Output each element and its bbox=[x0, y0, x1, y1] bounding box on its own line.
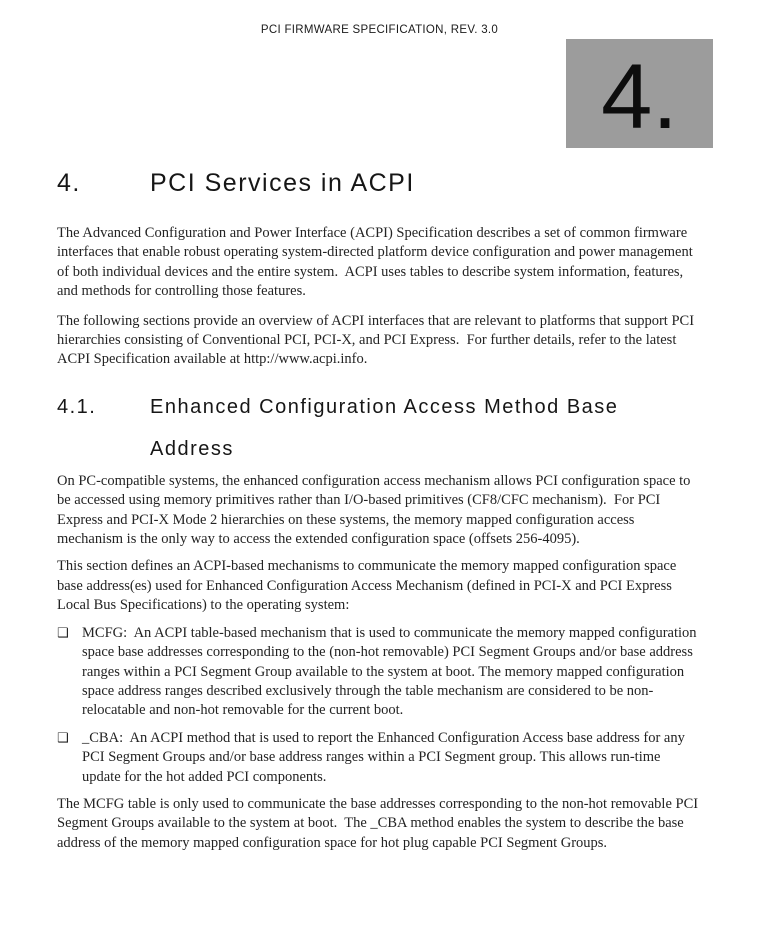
list-item bbox=[57, 624, 702, 721]
chapter-tab-number: 4. bbox=[601, 45, 678, 148]
chapter-paragraph-1: The Advanced Configuration and Power Interface (ACPI) Specification describes a set of common firmware interfaces that enable robust operating system-directed platform device configuration and power management of both individual devices and the entire system. ACPI uses tables to describe system information, features, and methods for controlling those features. bbox=[57, 225, 697, 300]
chapter-heading-number: 4. bbox=[57, 169, 81, 197]
section-paragraph-2: This section defines an ACPI-based mechanisms to communicate the memory mapped configuration space base address(es) used for Enhanced Configuration Access Mechanism (defined in PCI-X and PCI Express Local Bus Specifications) to the operating system: bbox=[57, 558, 680, 614]
chapter-paragraph-2: The following sections provide an overview of ACPI interfaces that are relevant to platforms that support PCI hierarchies consisting of Conventional PCI, PCI-X, and PCI Express. For further details, refer to the latest ACPI Specification available at http://www.acpi.info. bbox=[57, 312, 698, 368]
section-heading-number: 4.1. bbox=[57, 395, 97, 418]
chapter-heading bbox=[57, 166, 702, 200]
bullet-mcfg-text: MCFG: An ACPI table-based mechanism that is used to communicate the memory mapped configuration space base addresses corresponding to the (non-hot removable) PCI Segment Groups and/or base address ranges within a PCI Segment Group available to the system at boot. The memory mapped configuration space address ranges described exclusively through the table mechanism are considered to be non-relocatable and non-hot removable for the current boot. bbox=[82, 624, 701, 719]
bullet-cba-text: _CBA: An ACPI method that is used to report the Enhanced Configuration Access base address for any PCI Segment Groups and/or base address ranges within a PCI Segment group. This allows run-time update for the hot added PCI components. bbox=[82, 729, 689, 785]
section-heading-title bbox=[150, 386, 618, 470]
section-paragraph-1: On PC-compatible systems, the enhanced configuration access mechanism allows PCI configuration space to be accessed using memory primitives rather than I/O-based primitives (CF8/CFC mechanism). For PCI Express and PCI-X Mode 2 hierarchies on these systems, the memory mapped configuration access mechanism is the only way to access the extended configuration space (offsets 256-4095). bbox=[57, 472, 695, 548]
section-heading-title-line-1: Enhanced Configuration Access Method Base bbox=[150, 395, 619, 418]
section-closing-paragraph: The MCFG table is only used to communicate the base addresses corresponding to the non-hot removable PCI Segment Groups available to the system at boot. The _CBA method enables the system to describe the base address of the memory mapped configuration space for hot plug capable PCI Segment Groups. bbox=[57, 795, 702, 851]
page-content bbox=[57, 0, 702, 863]
running-header: PCI FIRMWARE SPECIFICATION, REV. 3.0 bbox=[260, 24, 499, 36]
square-bullet-icon: ❑ bbox=[57, 625, 69, 641]
bullet-list bbox=[57, 624, 702, 787]
chapter-heading-title: PCI Services in ACPI bbox=[150, 169, 415, 197]
list-item bbox=[57, 729, 702, 787]
section-heading-title-line-2: Address bbox=[150, 437, 234, 460]
section-heading bbox=[57, 386, 702, 470]
square-bullet-icon: ❑ bbox=[57, 730, 69, 746]
